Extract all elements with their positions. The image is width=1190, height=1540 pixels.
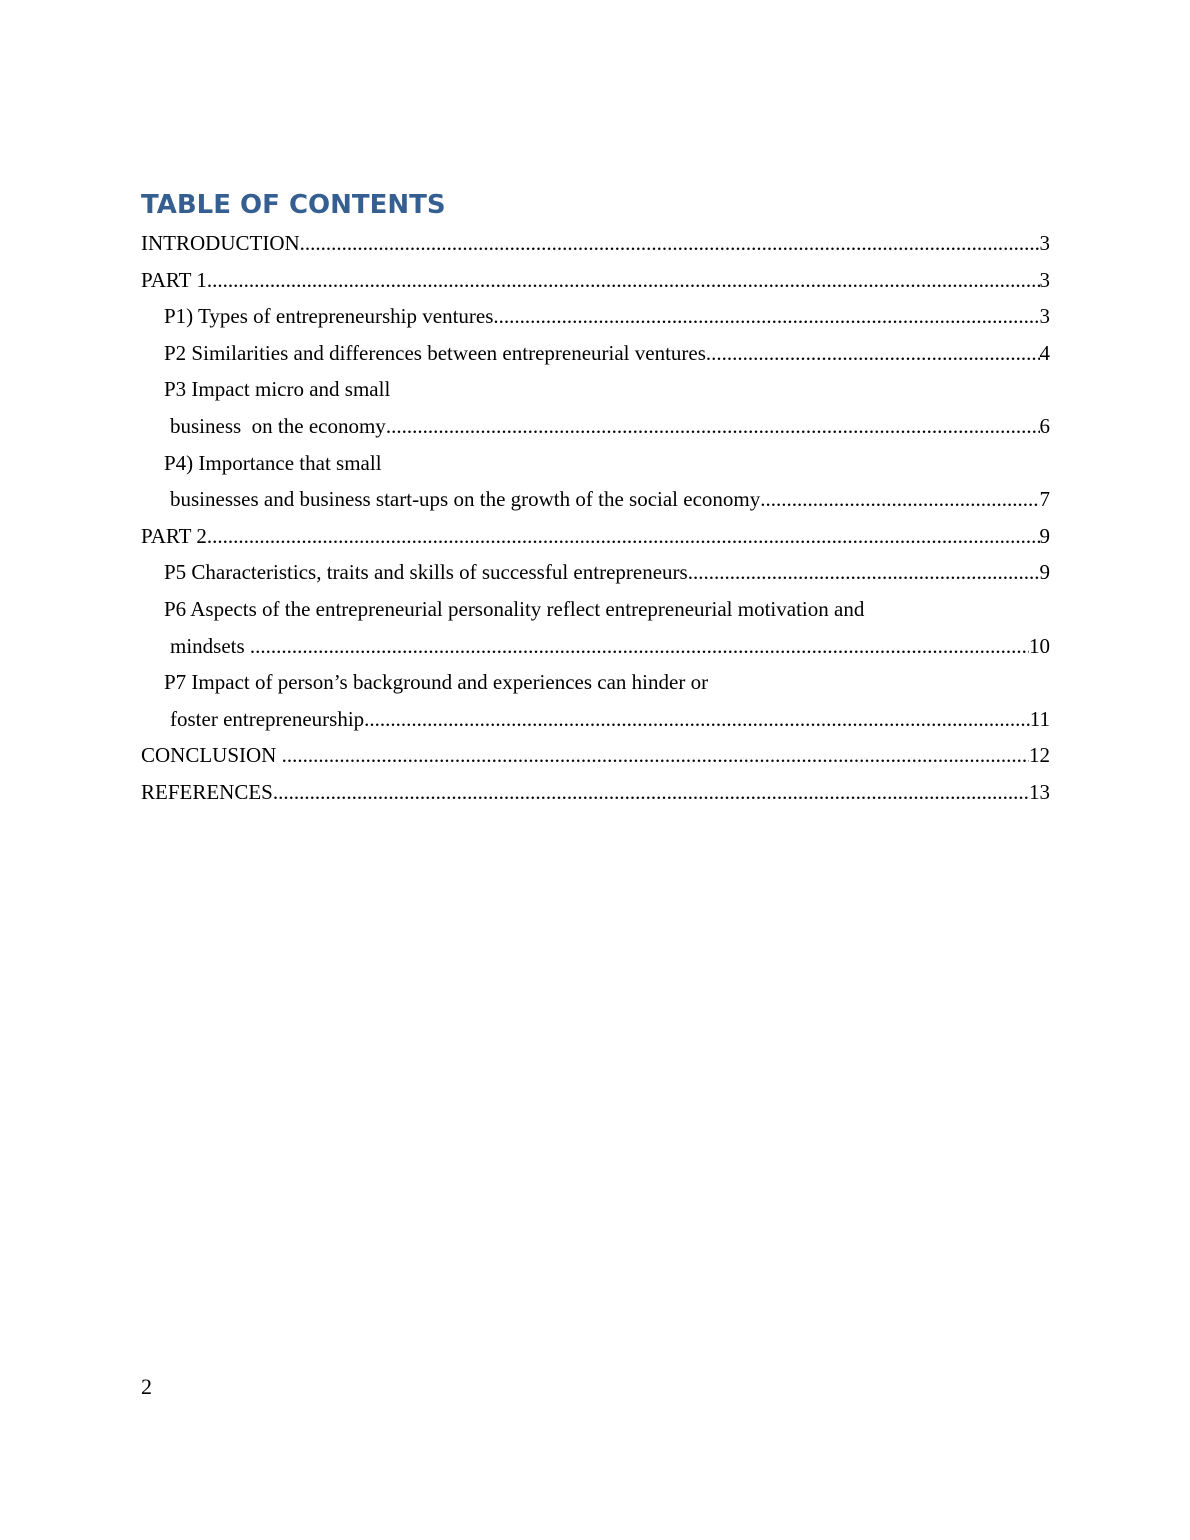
toc-entry-part-1[interactable] — [141, 262, 1050, 299]
toc-entry-title: INTRODUCTION — [141, 231, 300, 255]
toc-entry-title: P6 Aspects of the entrepreneurial personality reflect entrepreneurial motivation and — [164, 596, 865, 621]
toc-entry-title: business on the economy — [170, 413, 386, 438]
toc-entry-p4-line-2[interactable] — [141, 481, 1050, 518]
toc-page-number: 12 — [1029, 743, 1050, 768]
toc-page-number: 7 — [1039, 487, 1050, 512]
toc-page-number: 10 — [1029, 633, 1050, 658]
toc-entry-title: P1) Types of entrepreneurship ventures — [164, 304, 494, 329]
toc-page-number: 11 — [1029, 706, 1050, 731]
toc-entry-title: PART 1 — [141, 267, 207, 292]
toc-page-number: 4 — [1039, 340, 1050, 365]
toc-dot-leader — [273, 774, 1029, 811]
toc-dot-leader — [207, 262, 1040, 299]
toc-entry-title: P7 Impact of person’s background and experiences can hinder or — [164, 670, 709, 695]
toc-entry-title: P2 Similarities and differences between entrepreneurial ventures — [164, 340, 706, 365]
toc-dot-leader — [688, 554, 1040, 591]
toc-dot-leader — [706, 335, 1040, 372]
toc-entry-title: P5 Characteristics, traits and skills of successful entrepreneurs — [164, 560, 688, 585]
toc-entry-p7-line-2[interactable] — [141, 701, 1050, 738]
toc-entry-introduction[interactable] — [141, 225, 1050, 262]
toc-heading: TABLE OF CONTENTS — [141, 190, 446, 220]
page-number: 2 — [141, 1374, 152, 1399]
toc-entry-title: businesses and business start-ups on the growth of the social economy — [170, 487, 761, 512]
toc-dot-leader — [300, 225, 1040, 262]
toc-dot-leader — [207, 518, 1040, 555]
toc-page-number: 3 — [1039, 231, 1050, 255]
toc-page-number: 3 — [1039, 304, 1050, 329]
toc-entry-p3-line-2[interactable] — [141, 408, 1050, 445]
toc-entry-conclusion[interactable] — [141, 737, 1050, 774]
toc-entry-p6-line-2[interactable] — [141, 628, 1050, 665]
toc-entry-title: foster entrepreneurship — [170, 706, 365, 731]
toc-entry-p7-line-1[interactable] — [141, 664, 1050, 701]
toc-dot-leader — [282, 737, 1029, 774]
toc-page-number: 9 — [1039, 523, 1050, 548]
toc-entry-title: PART 2 — [141, 523, 207, 548]
toc-entry-p3-line-1[interactable] — [141, 371, 1050, 408]
toc-entry-title: P3 Impact micro and small — [164, 377, 391, 402]
toc-entry-title: CONCLUSION — [141, 743, 282, 768]
toc-page-number: 3 — [1039, 267, 1050, 292]
toc-entry-p4-line-1[interactable] — [141, 445, 1050, 482]
toc-dot-leader — [386, 408, 1040, 445]
toc-entry-p1[interactable] — [141, 298, 1050, 335]
toc-entry-p5[interactable] — [141, 554, 1050, 591]
toc-entry-title: mindsets — [170, 633, 250, 658]
toc-entry-p2[interactable] — [141, 335, 1050, 372]
toc-page-number: 6 — [1039, 413, 1050, 438]
toc-dot-leader — [250, 628, 1029, 665]
toc-page-number: 13 — [1029, 779, 1050, 804]
toc-entry-references[interactable] — [141, 774, 1050, 811]
table-of-contents — [141, 225, 1050, 811]
toc-dot-leader — [364, 701, 1030, 738]
toc-entry-p6-line-1[interactable] — [141, 591, 1050, 628]
toc-entry-title: P4) Importance that small — [164, 450, 382, 475]
toc-dot-leader — [760, 481, 1039, 518]
toc-entry-title: REFERENCES — [141, 779, 273, 804]
toc-page-number: 9 — [1039, 560, 1050, 585]
toc-entry-part-2[interactable] — [141, 518, 1050, 555]
toc-dot-leader — [493, 298, 1039, 335]
